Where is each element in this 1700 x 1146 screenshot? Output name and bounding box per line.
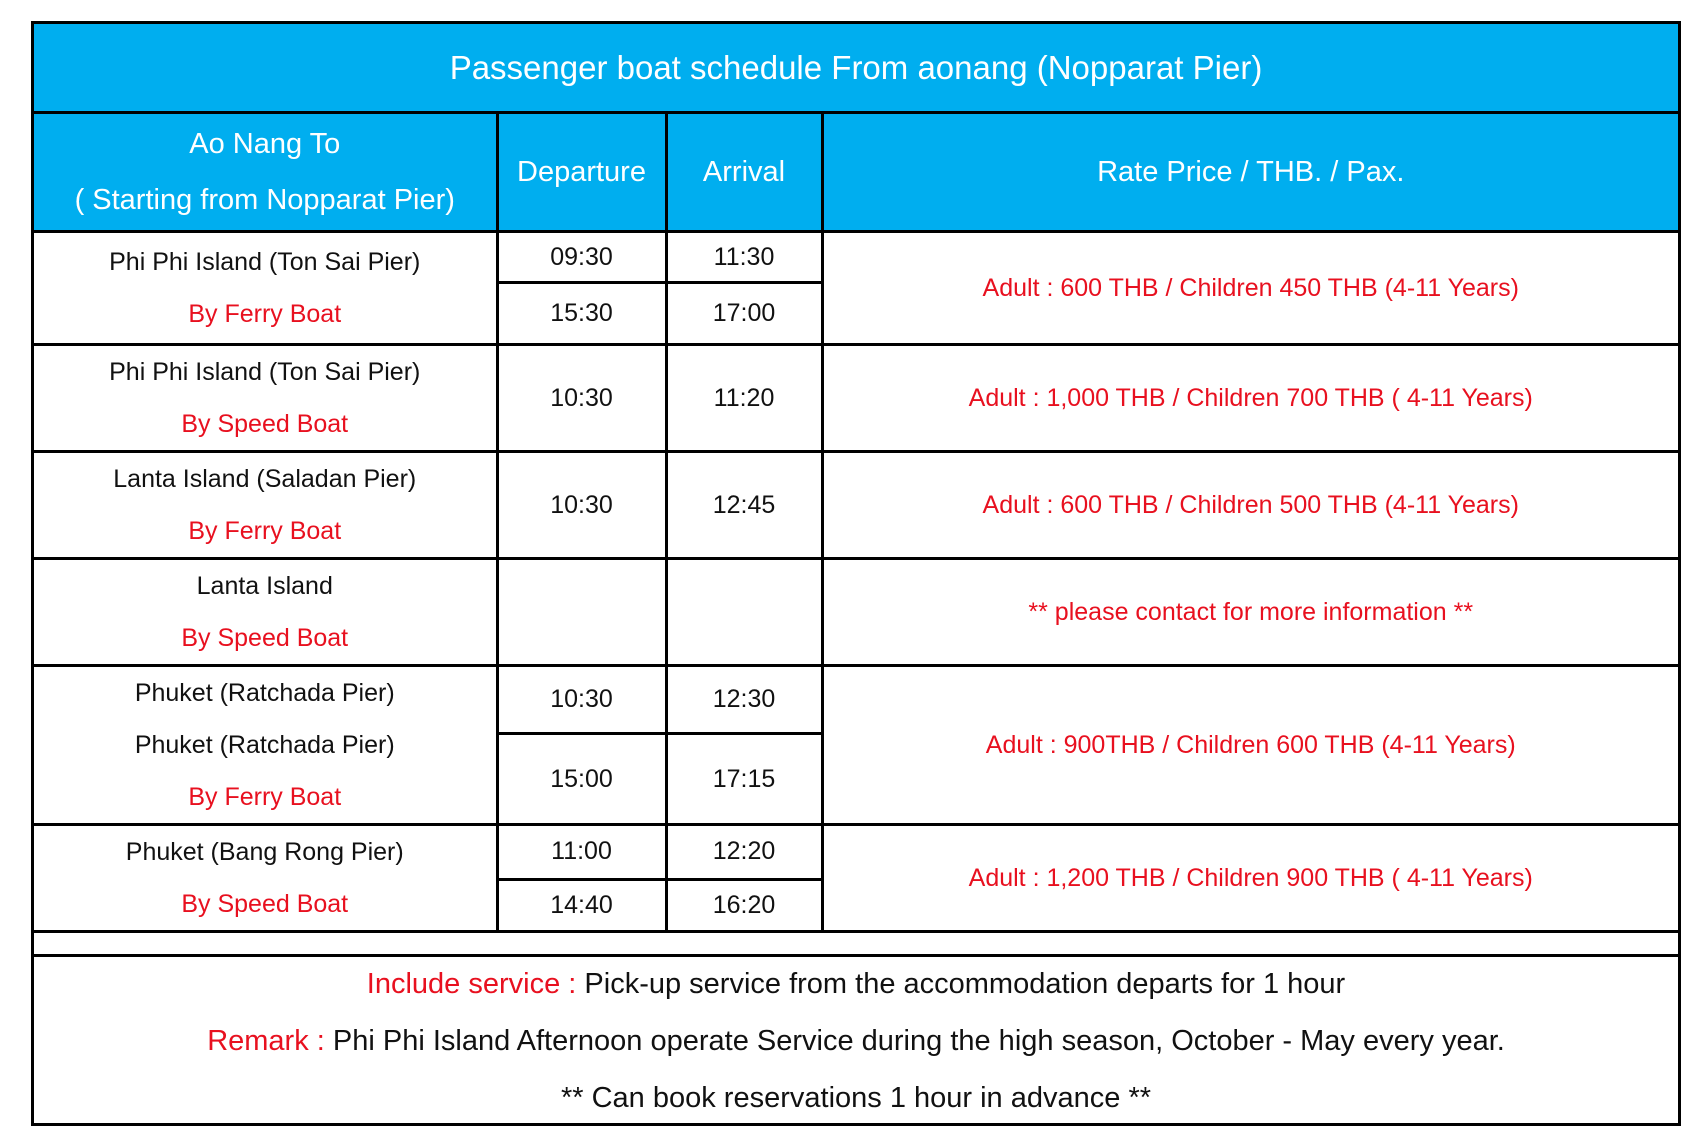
arrival-time: 11:30 bbox=[666, 232, 822, 283]
schedule-body bbox=[34, 232, 1678, 932]
schedule-row bbox=[34, 559, 1678, 666]
route-name: Phuket (Ratchada Pier) bbox=[134, 679, 395, 707]
rate-price: Adult : 1,000 THB / Children 700 THB ( 4-11 Years) bbox=[822, 345, 1678, 452]
header-row bbox=[34, 114, 1678, 232]
arrival-time: 17:15 bbox=[666, 734, 822, 825]
boat-type: By Speed Boat bbox=[181, 410, 349, 438]
schedule-row bbox=[34, 666, 1678, 734]
rate-price: Adult : 1,200 THB / Children 900 THB ( 4-11 Years) bbox=[822, 825, 1678, 932]
boat-schedule-sheet bbox=[31, 21, 1681, 1126]
route-header-line2: ( Starting from Nopparat Pier) bbox=[74, 184, 455, 216]
arrival-time: 11:20 bbox=[666, 345, 822, 452]
rate-price: ** please contact for more information ** bbox=[822, 559, 1678, 666]
include-service-label: Include service : bbox=[366, 968, 585, 1000]
arrival-time: 12:30 bbox=[666, 666, 822, 734]
route-cell bbox=[34, 345, 497, 452]
route-name: Phuket (Ratchada Pier) bbox=[134, 731, 395, 759]
arrival-time bbox=[666, 559, 822, 666]
schedule-title: Passenger boat schedule From aonang (Nopparat Pier) bbox=[34, 24, 1678, 114]
arrival-time: 12:20 bbox=[666, 825, 822, 880]
route-cell bbox=[34, 452, 497, 559]
route-cell bbox=[34, 559, 497, 666]
route-name: Phuket (Bang Rong Pier) bbox=[125, 838, 404, 866]
route-header bbox=[34, 114, 497, 232]
boat-type: By Speed Boat bbox=[181, 624, 349, 652]
include-service-line bbox=[367, 956, 1345, 1013]
departure-header: Departure bbox=[497, 114, 666, 232]
route-cell bbox=[34, 232, 497, 345]
rate-header: Rate Price / THB. / Pax. bbox=[822, 114, 1678, 232]
rate-price: Adult : 600 THB / Children 500 THB (4-11 Years) bbox=[822, 452, 1678, 559]
departure-time: 09:30 bbox=[497, 232, 666, 283]
include-service-text: Pick-up service from the accommodation departs for 1 hour bbox=[584, 968, 1346, 1000]
route-name: Phi Phi Island (Ton Sai Pier) bbox=[109, 358, 421, 386]
route-header-line1: Ao Nang To bbox=[189, 128, 341, 160]
schedule-row bbox=[34, 825, 1678, 880]
rate-price: Adult : 600 THB / Children 450 THB (4-11 Years) bbox=[822, 232, 1678, 345]
remark-line bbox=[207, 1013, 1505, 1070]
schedule-table bbox=[34, 114, 1678, 933]
schedule-row bbox=[34, 345, 1678, 452]
departure-time: 11:00 bbox=[497, 825, 666, 880]
boat-type: By Speed Boat bbox=[181, 890, 349, 918]
arrival-header: Arrival bbox=[666, 114, 822, 232]
departure-time: 15:00 bbox=[497, 734, 666, 825]
departure-time: 14:40 bbox=[497, 879, 666, 931]
route-cell bbox=[34, 825, 497, 932]
departure-time: 10:30 bbox=[497, 452, 666, 559]
route-name: Phi Phi Island (Ton Sai Pier) bbox=[109, 248, 421, 276]
schedule-footer bbox=[34, 954, 1678, 1126]
route-name: Lanta Island (Saladan Pier) bbox=[113, 465, 417, 493]
route-name: Lanta Island bbox=[196, 572, 333, 600]
remark-text: Phi Phi Island Afternoon operate Service during the high season, October - May every year. bbox=[332, 1025, 1505, 1057]
remark-label: Remark : bbox=[207, 1025, 333, 1057]
route-cell bbox=[34, 666, 497, 825]
boat-type: By Ferry Boat bbox=[188, 300, 342, 328]
boat-type: By Ferry Boat bbox=[188, 517, 342, 545]
boat-type: By Ferry Boat bbox=[188, 783, 342, 811]
rate-price: Adult : 900THB / Children 600 THB (4-11 Years) bbox=[822, 666, 1678, 825]
arrival-time: 17:00 bbox=[666, 283, 822, 345]
schedule-row bbox=[34, 452, 1678, 559]
arrival-time: 16:20 bbox=[666, 879, 822, 931]
arrival-time: 12:45 bbox=[666, 452, 822, 559]
schedule-row bbox=[34, 232, 1678, 283]
departure-time: 10:30 bbox=[497, 345, 666, 452]
booking-note: ** Can book reservations 1 hour in advance ** bbox=[560, 1082, 1152, 1114]
departure-time: 15:30 bbox=[497, 283, 666, 345]
departure-time: 10:30 bbox=[497, 666, 666, 734]
departure-time bbox=[497, 559, 666, 666]
